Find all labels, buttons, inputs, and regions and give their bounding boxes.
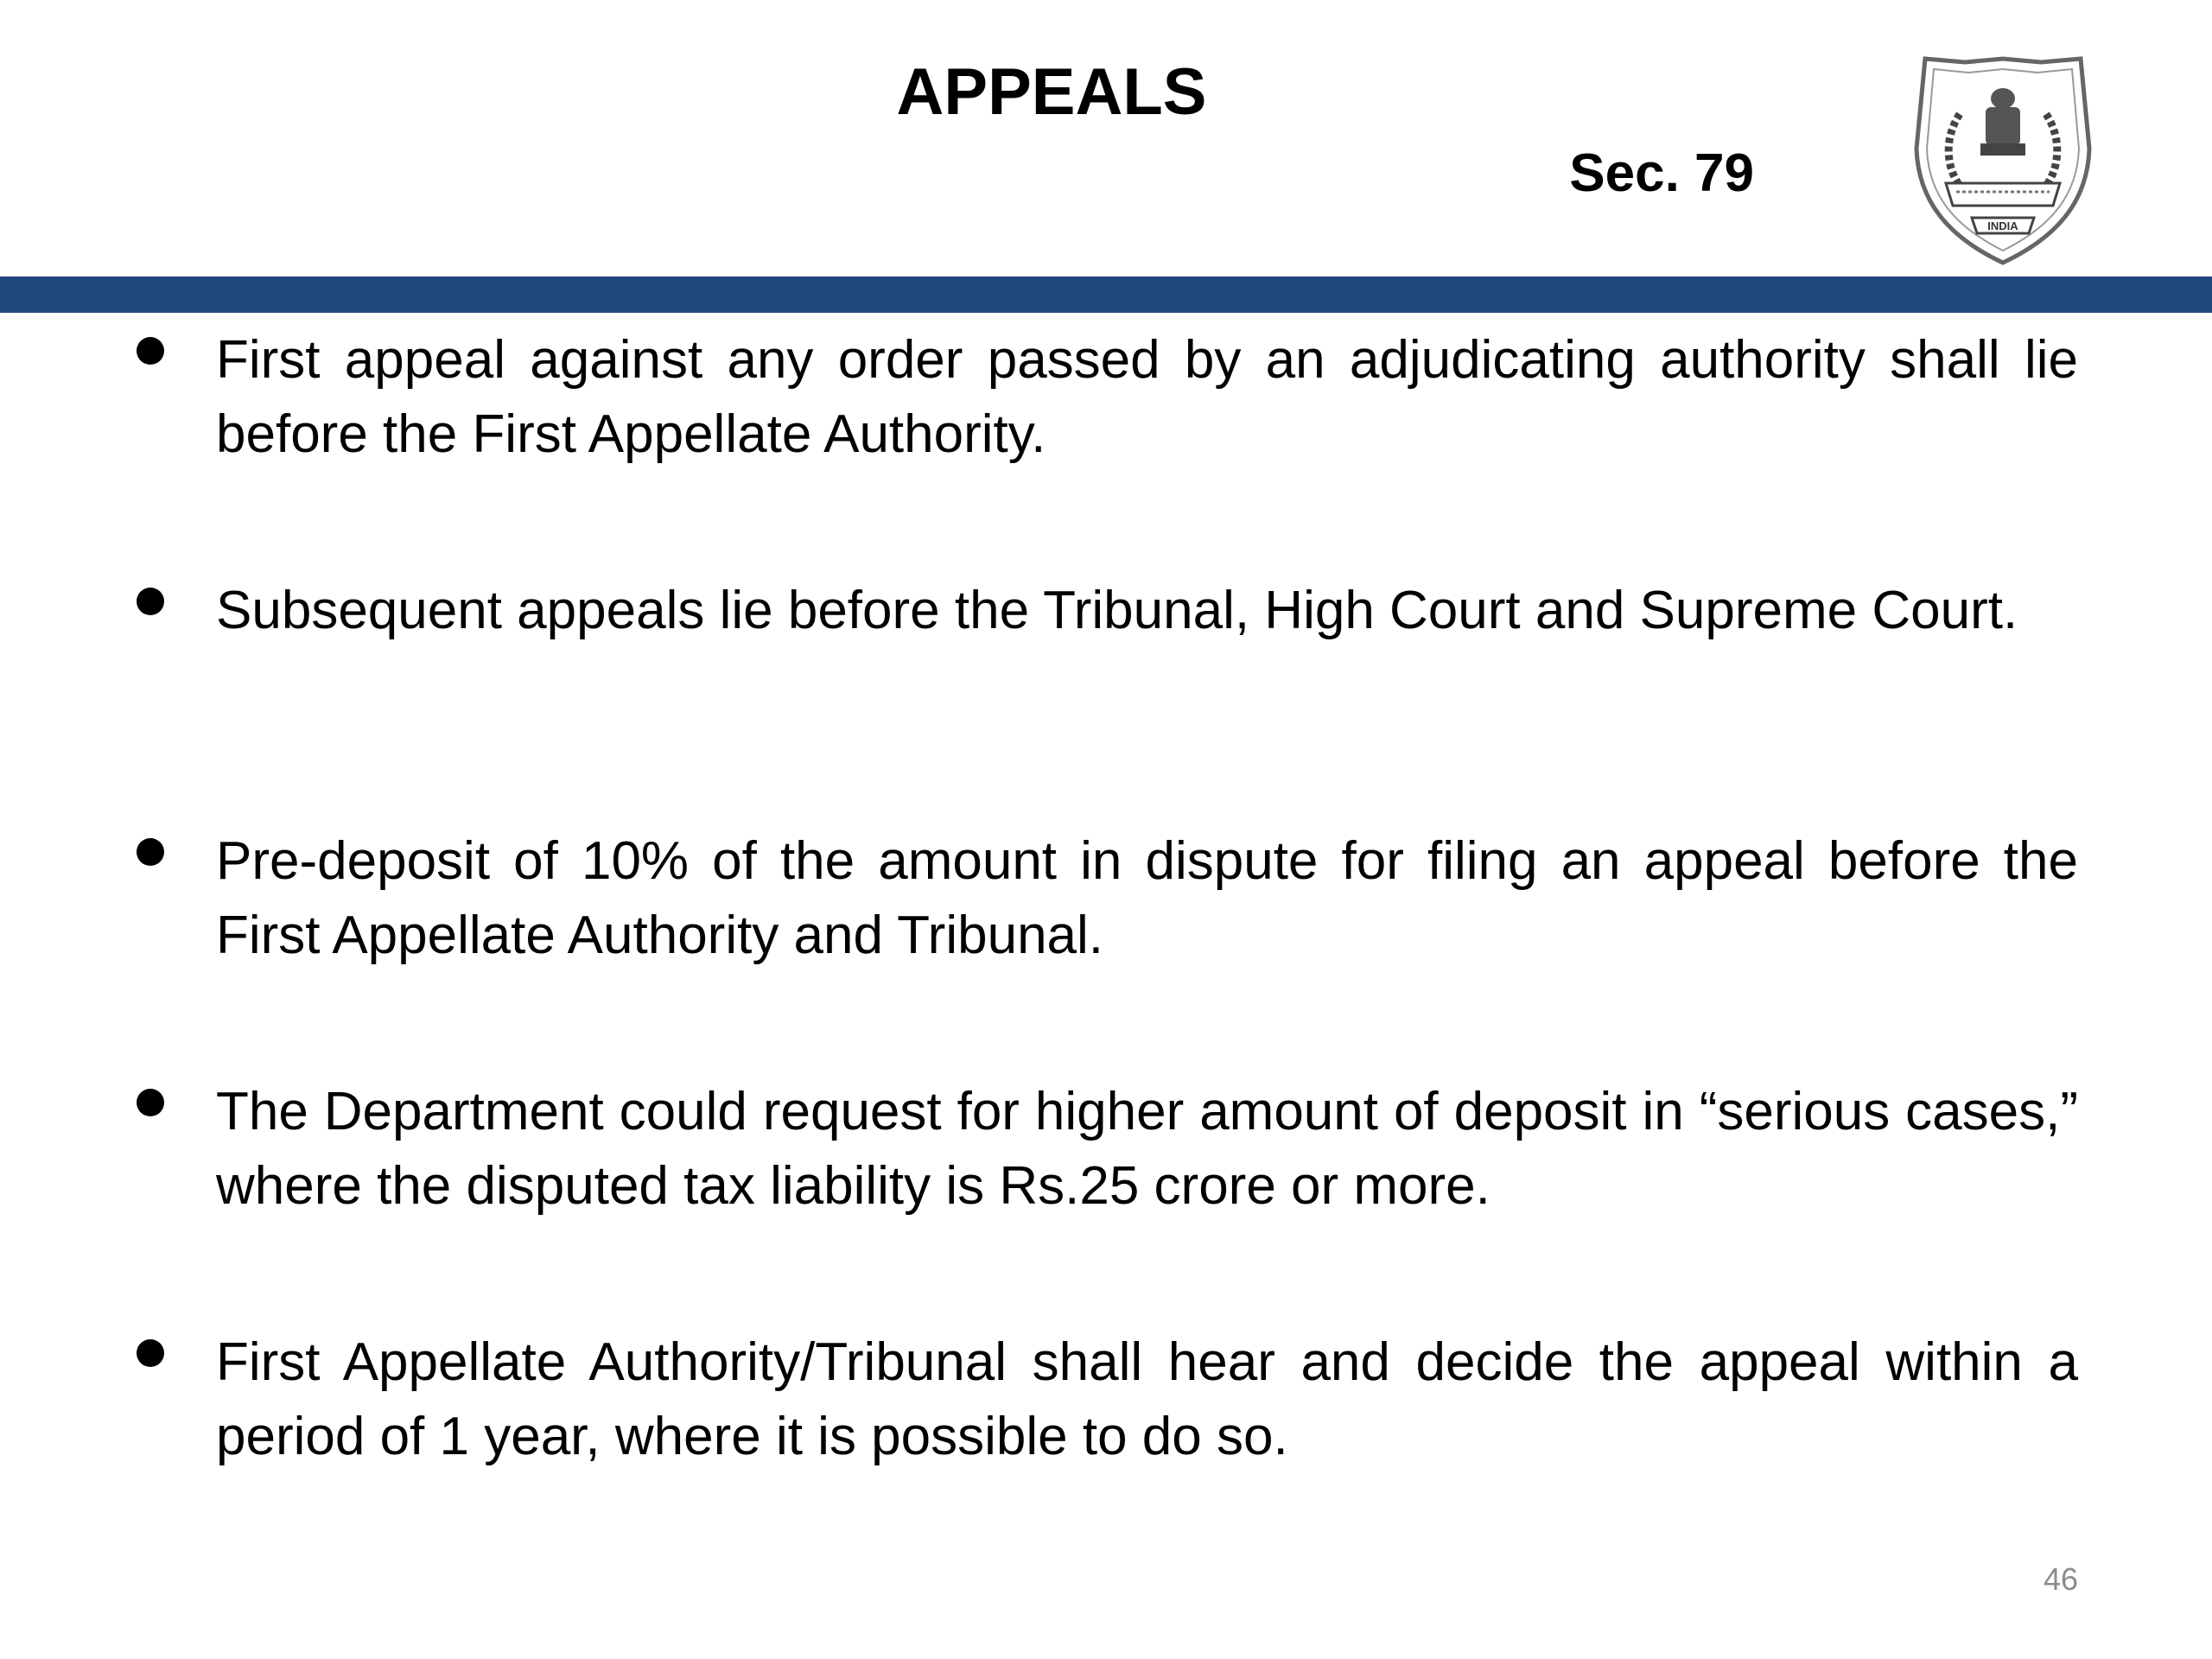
bullet-text: The Department could request for higher amount of deposit in “serious cases,” where the disputed tax liability is Rs.25 crore or more. xyxy=(216,1082,2078,1216)
bullet-text: Pre-deposit of 10% of the amount in dispute for filing an appeal before the First Appellate Authority and Tribunal. xyxy=(216,831,2078,965)
bullet-icon xyxy=(137,1089,164,1116)
bullet-text: Subsequent appeals lie before the Tribunal, High Court and Supreme Court. xyxy=(216,581,2018,640)
list-item xyxy=(130,824,2078,980)
list-item xyxy=(130,323,2078,479)
section-reference: Sec. 79 xyxy=(1569,143,1754,203)
bullet-icon xyxy=(137,588,164,615)
list-item xyxy=(130,1325,2078,1481)
bullet-icon xyxy=(137,838,164,866)
government-emblem-icon xyxy=(1911,54,2094,270)
header-divider xyxy=(0,276,2212,313)
page-number: 46 xyxy=(2043,1561,2078,1597)
bullet-icon xyxy=(137,337,164,365)
emblem-text: INDIA xyxy=(1987,219,2018,232)
list-item xyxy=(130,1075,2078,1230)
list-item xyxy=(130,574,2078,729)
bullet-text: First appeal against any order passed by an adjudicating authority shall lie before the First Appellate Authority. xyxy=(216,330,2078,464)
slide-title: APPEALS xyxy=(896,55,1207,129)
bullet-icon xyxy=(137,1339,164,1367)
bullet-text: First Appellate Authority/Tribunal shall hear and decide the appeal within a period of 1 year, where it is possible to do so. xyxy=(216,1332,2078,1466)
